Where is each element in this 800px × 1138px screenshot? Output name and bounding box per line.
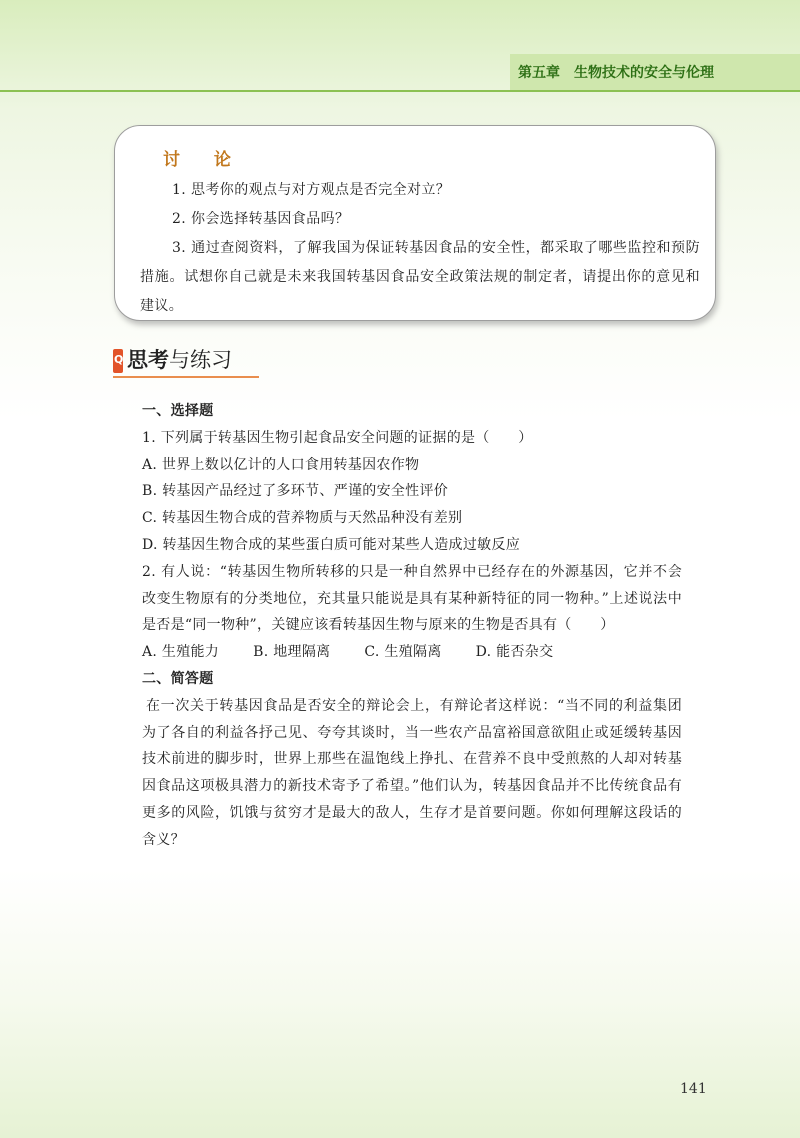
q2-options xyxy=(142,639,682,666)
chapter-title: 第五章 生物技术的安全与伦理 xyxy=(518,65,714,81)
q2-option-a: A. 生殖能力 xyxy=(142,644,220,661)
exercises xyxy=(142,398,682,854)
section-heading-rest: 与练习 xyxy=(169,348,232,372)
part1-title: 一、选择题 xyxy=(142,403,214,419)
section-heading xyxy=(127,345,232,375)
discussion-item-3: 3. 通过查阅资料，了解我国为保证转基因食品的安全性，都采取了哪些监控和预防措施。试想你自己就是未来我国转基因食品安全政策法规的制定者，请提出你的意见和建议。 xyxy=(140,240,700,314)
q1-option-a: A. 世界上数以亿计的人口食用转基因农作物 xyxy=(142,456,420,473)
q2-option-d: D. 能否杂交 xyxy=(475,644,554,661)
section-underline xyxy=(113,376,259,378)
q1-option-b: B. 转基因产品经过了多环节、严谨的安全性评价 xyxy=(142,483,449,500)
q2-stem: 2. 有人说：“转基因生物所转移的只是一种自然界中已经存在的外源基因，它并不会改变生物原有的分类地位，充其量只能说是具有某种新特征的同一物种。”上述说法中是否是“同一物种”，关键应该看转基因生物与原来的生物是否具有（ ） xyxy=(142,563,682,634)
part2-title: 二、简答题 xyxy=(142,670,214,687)
q2-option-c: C. 生殖隔离 xyxy=(364,644,442,661)
header-rule xyxy=(0,90,800,92)
discussion-text xyxy=(140,176,700,321)
essay-question: 在一次关于转基因食品是否安全的辩论会上，有辩论者这样说：“当不同的利益集团为了各自的利益各抒己见、夸夸其谈时，当一些农产品富裕国意欲阻止或延缓转基因技术前进的脚步时，世界上那些在温饱线上挣扎、在营养不良中受煎熬的人却对转基因食品这项极具潜力的新技术寄予了希望。”他们认为，转基因食品并不比传统食品有更多的风险，饥饿与贫穷才是最大的敌人，生存才是首要问题。你如何理解这段话的含义？ xyxy=(142,697,682,848)
discussion-item-1: 1. 思考你的观点与对方观点是否完全对立？ xyxy=(172,182,451,198)
q1-option-d: D. 转基因生物合成的某些蛋白质可能对某些人造成过敏反应 xyxy=(142,536,521,553)
q2-option-b: B. 地理隔离 xyxy=(253,644,331,661)
discussion-title: 讨 论 xyxy=(163,150,245,170)
discussion-item-2: 2. 你会选择转基因食品吗？ xyxy=(172,211,350,227)
section-icon-mark: Q xyxy=(114,353,124,366)
page-number: 141 xyxy=(680,1081,707,1097)
q1-stem: 1. 下列属于转基因生物引起食品安全问题的证据的是（ ） xyxy=(142,429,533,446)
q1-option-c: C. 转基因生物合成的营养物质与天然品种没有差别 xyxy=(142,510,463,527)
section-heading-bold: 思考 xyxy=(127,348,169,372)
